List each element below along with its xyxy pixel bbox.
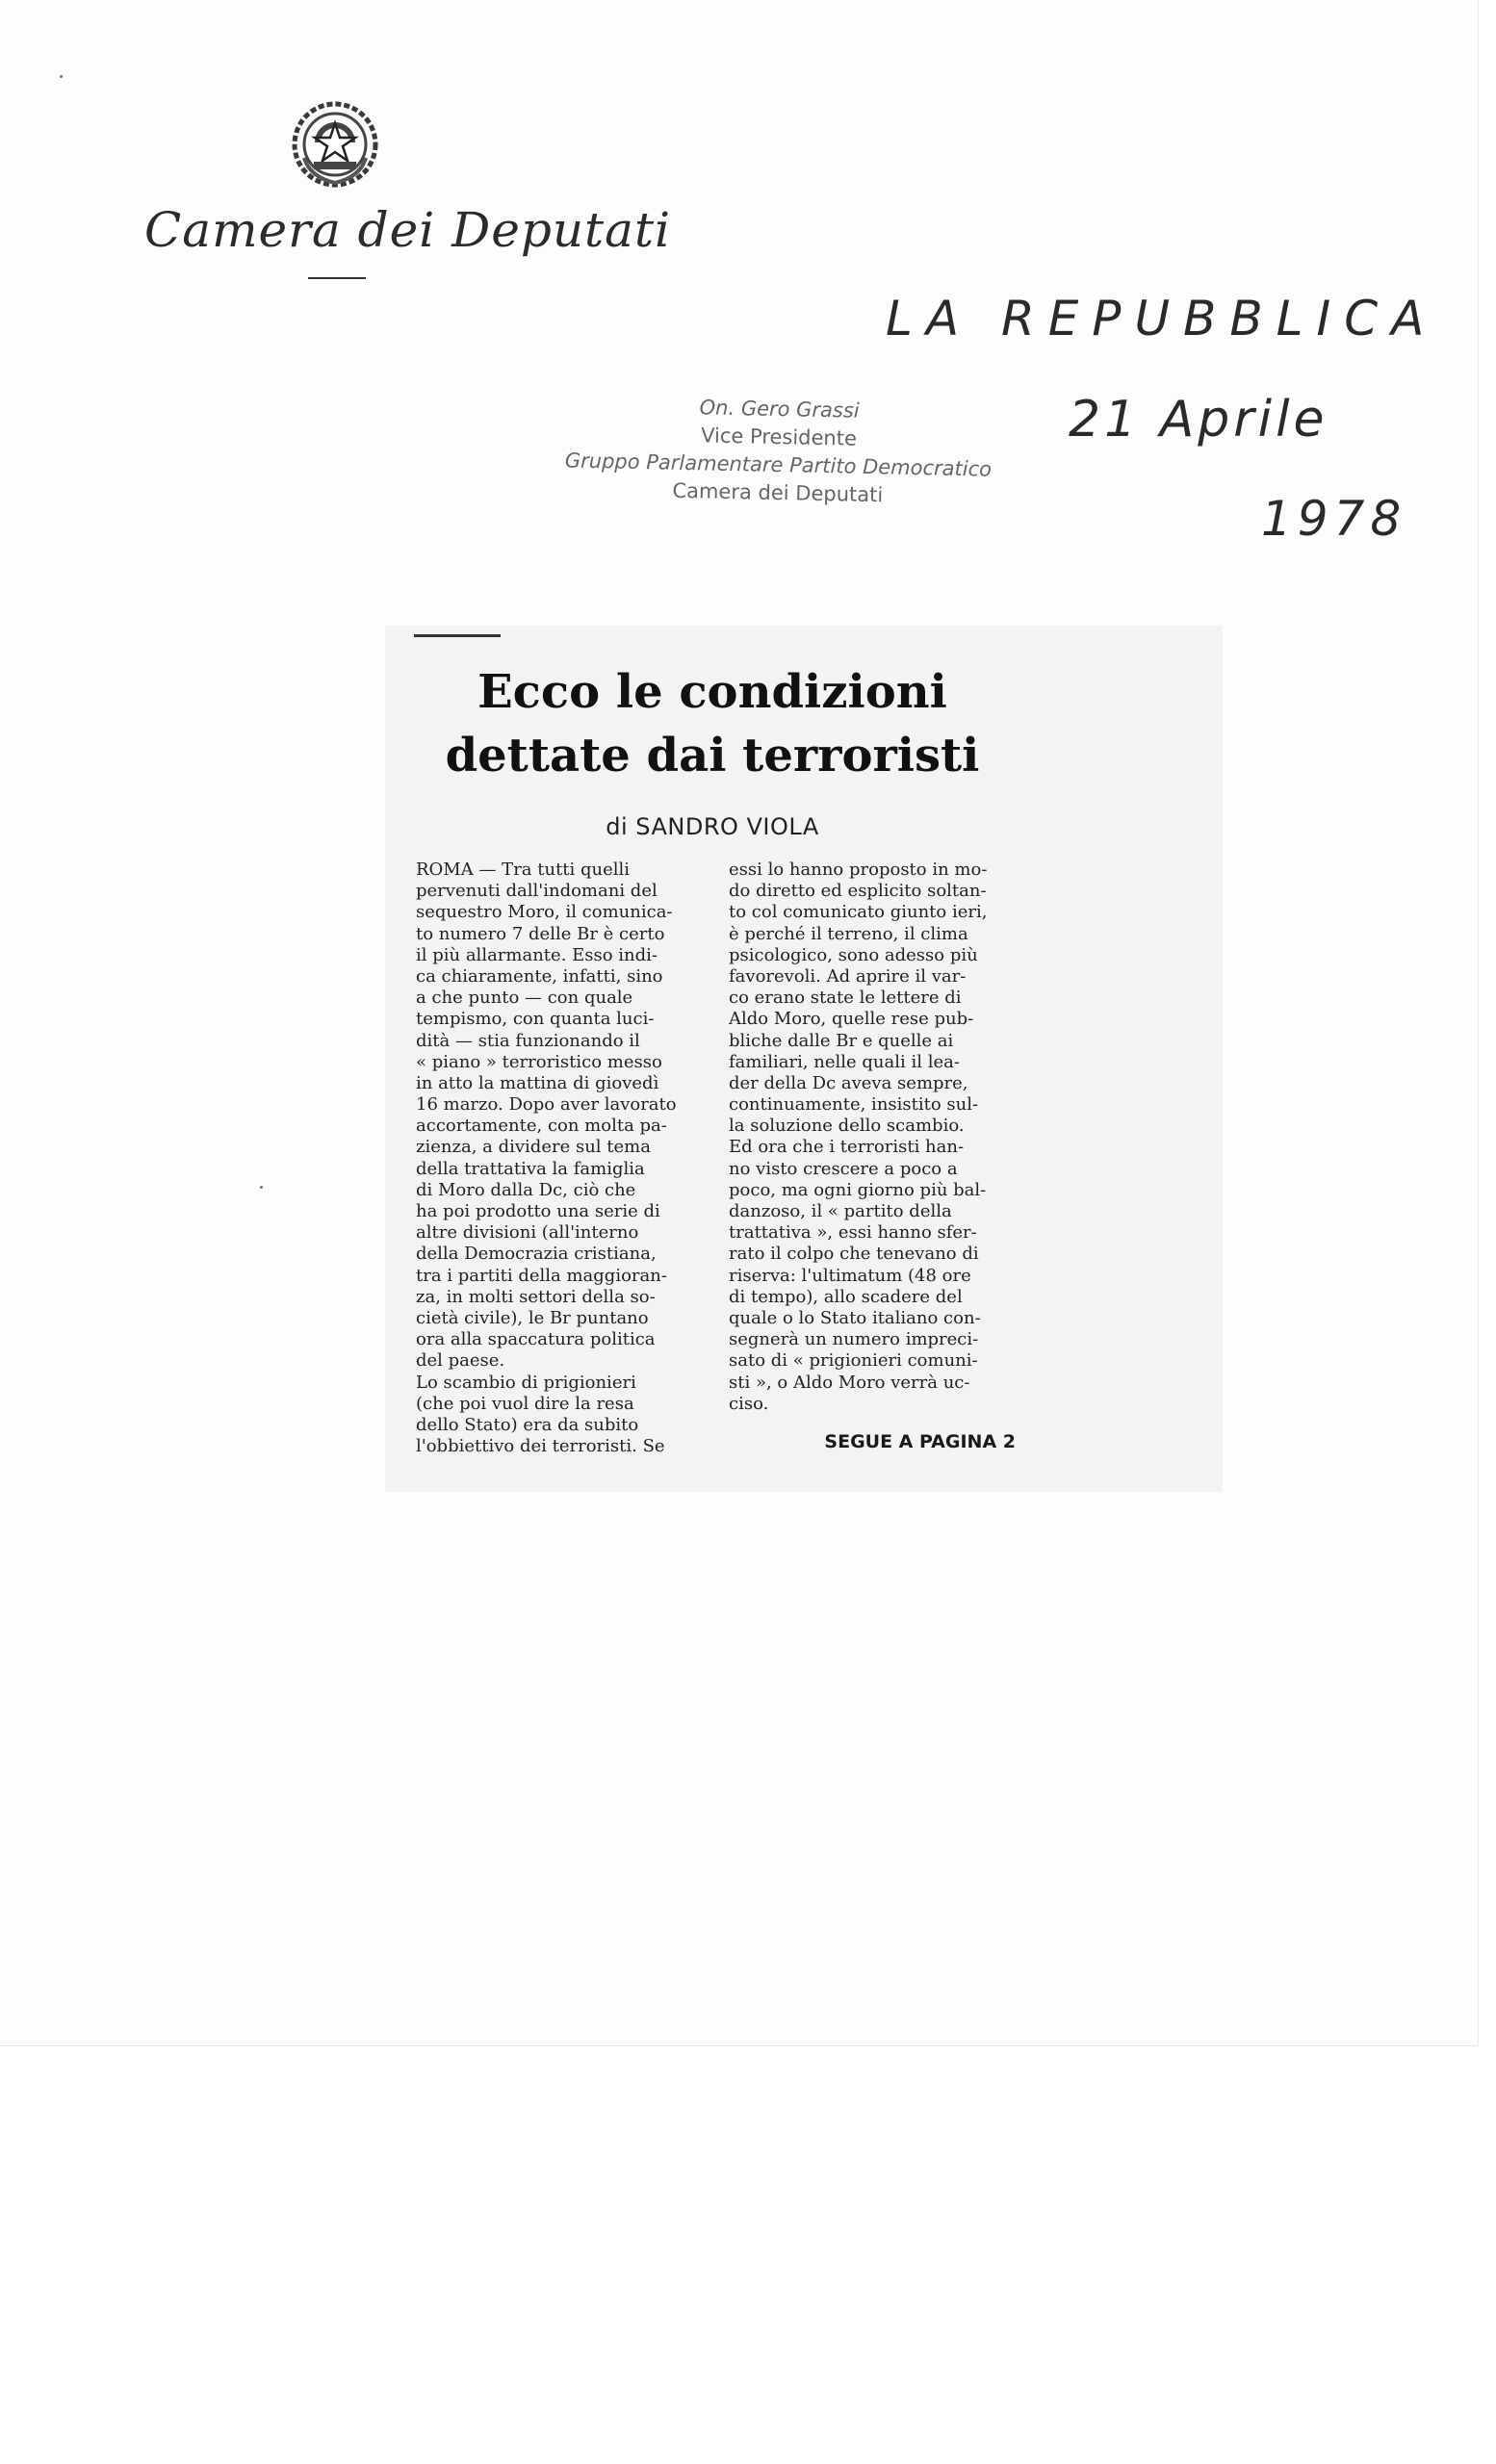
article-text-line: poco, ma ogni giorno più bal- — [729, 1179, 987, 1200]
article-text-line: in atto la mattina di giovedì — [416, 1072, 659, 1093]
handwritten-source: LA REPUBBLICA — [886, 291, 1438, 346]
article-text-line: a che punto — con quale — [416, 988, 633, 1009]
letterhead-divider — [308, 277, 366, 279]
article-text-line: riserva: l'ultimatum (48 ore — [729, 1265, 971, 1286]
stamp-role: Vice Presidente — [700, 424, 858, 450]
headline-line: Ecco le condizioni — [477, 665, 947, 719]
article-text-line: to numero 7 delle Br è certo — [416, 923, 665, 944]
article-text-line: continuamente, insistito sul- — [729, 1094, 979, 1116]
letterhead-title: Camera dei Deputati — [144, 202, 672, 258]
article-text-line: pervenuti dall'indomani del — [416, 881, 658, 902]
article-text-line: il più allarmante. Esso indi- — [416, 944, 658, 965]
article-text-line: ca chiaramente, infatti, sino — [416, 965, 663, 987]
article-text-line: tra i partiti della maggioran- — [416, 1265, 667, 1286]
article-text-line: sti », o Aldo Moro verrà uc- — [729, 1372, 970, 1393]
headline-line: dettate dai terroristi — [445, 729, 980, 783]
article-text-line: do diretto ed esplicito soltan- — [729, 881, 987, 902]
article-text-line: (che poi vuol dire la resa — [416, 1393, 634, 1414]
article-text-line: di Moro dalla Dc, ciò che — [416, 1179, 636, 1200]
article-text-line: essi lo hanno proposto in mo- — [729, 860, 988, 880]
article-text-line: co erano state le lettere di — [729, 988, 962, 1009]
article-headline — [424, 660, 1001, 787]
deputy-stamp — [547, 391, 1011, 512]
article-text-line: dità — stia funzionando il — [416, 1030, 640, 1051]
article-column-left — [416, 860, 705, 1457]
scan-speck — [260, 1186, 263, 1189]
article-text-line: Lo scambio di prigionieri — [416, 1372, 636, 1393]
article-text-line: rato il colpo che tenevano di — [729, 1244, 979, 1265]
article-text-line: dello Stato) era da subito — [416, 1414, 639, 1435]
article-text-line: bliche dalle Br e quelle ai — [729, 1030, 954, 1051]
clipping-rule — [414, 634, 501, 637]
article-text-line: psicologico, sono adesso più — [729, 944, 978, 965]
article-text-line: to col comunicato giunto ieri, — [729, 902, 988, 923]
article-text-line: sato di « prigionieri comuni- — [729, 1350, 978, 1372]
article-text-line: tempismo, con quanta luci- — [416, 1009, 655, 1030]
article-text-line: ciso. — [729, 1393, 769, 1414]
handwritten-year: 1978 — [1261, 491, 1407, 547]
article-text-line: zienza, a dividere sul tema — [416, 1137, 651, 1158]
article-text-line: del paese. — [416, 1350, 505, 1372]
handwritten-date: 21 Aprile — [1069, 391, 1328, 449]
article-text-line: za, in molti settori della so- — [416, 1286, 656, 1307]
article-text-line: familiari, nelle quali il lea- — [729, 1051, 960, 1072]
article-text-line: di tempo), allo scadere del — [729, 1286, 963, 1307]
article-column-right — [729, 860, 1018, 1415]
article-text-line: è perché il terreno, il clima — [729, 923, 968, 944]
article-text-line: favorevoli. Ad aprire il var- — [729, 965, 967, 987]
italian-republic-emblem-icon — [291, 100, 379, 189]
article-text-line: no visto crescere a poco a — [729, 1158, 958, 1179]
article-text-line: Ed ora che i terroristi han- — [729, 1137, 965, 1158]
article-text-line: ROMA — Tra tutti quelli — [416, 860, 631, 880]
scan-speck — [60, 75, 63, 78]
stamp-chamber: Camera dei Deputati — [672, 478, 884, 507]
article-text-line: trattativa », essi hanno sfer- — [729, 1222, 977, 1244]
article-text-line: accortamente, con molta pa- — [416, 1116, 667, 1137]
continued-note: SEGUE A PAGINA 2 — [824, 1431, 1016, 1452]
article-byline: di SANDRO VIOLA — [606, 813, 819, 840]
article-text-line: della trattativa la famiglia — [416, 1158, 645, 1179]
article-text-line: ora alla spaccatura politica — [416, 1329, 656, 1350]
article-text-line: der della Dc aveva sempre, — [729, 1072, 968, 1093]
article-text-line: l'obbiettivo dei terroristi. Se — [416, 1436, 665, 1457]
article-text-line: la soluzione dello scambio. — [729, 1116, 965, 1137]
article-text-line: sequestro Moro, il comunica- — [416, 902, 673, 923]
article-text-line: segnerà un numero impreci- — [729, 1329, 979, 1350]
article-text-line: cietà civile), le Br puntano — [416, 1307, 649, 1328]
article-text-line: altre divisioni (all'interno — [416, 1222, 639, 1244]
article-text-line: 16 marzo. Dopo aver lavorato — [416, 1094, 677, 1116]
article-text-line: ha poi prodotto una serie di — [416, 1201, 660, 1221]
article-text-line: quale o lo Stato italiano con- — [729, 1307, 981, 1328]
article-text-line: Aldo Moro, quelle rese pub- — [729, 1009, 974, 1030]
stamp-name: On. Gero Grassi — [699, 396, 860, 423]
article-text-line: danzoso, il « partito della — [729, 1201, 952, 1221]
article-text-line: della Democrazia cristiana, — [416, 1244, 657, 1265]
stamp-group: Gruppo Parlamentare Partito Democratico — [564, 449, 993, 481]
article-text-line: « piano » terroristico messo — [416, 1051, 662, 1072]
